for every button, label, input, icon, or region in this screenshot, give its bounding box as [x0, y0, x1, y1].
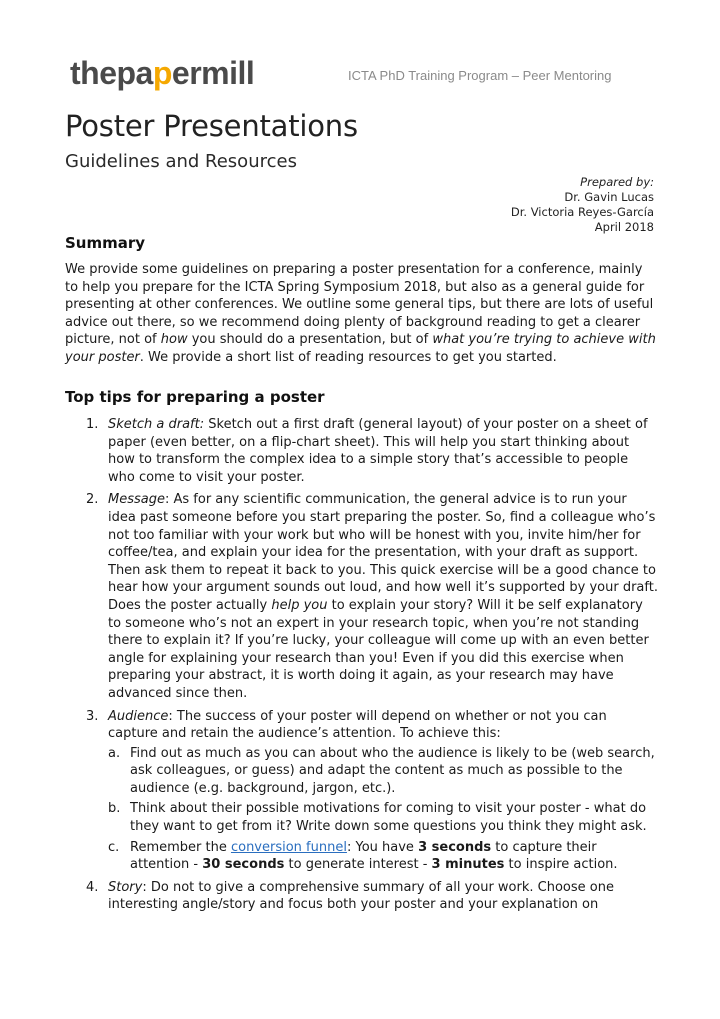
item-label: Sketch a draft: — [108, 417, 205, 432]
prepared-by-block — [511, 175, 654, 235]
item-label: Story — [108, 879, 143, 895]
item-number: 1. — [86, 417, 99, 432]
page-title: Poster Presentations — [65, 109, 358, 143]
tips-heading: Top tips for preparing a poster — [65, 388, 325, 406]
sub-list-item: a. Find out as much as you can about who the audience is likely to be (web search, ask colleagues, or guess) and adapt the content as much as possible to the audience (e.g. background, jargon, etc.). — [108, 745, 655, 796]
list-item: 2. Message: As for any scientific communication, the general advice is to run your idea past someone before you start preparing the poster. So, find a colleague who’s not too familiar with your work but who will be honest with you, invite him/her for coffee/tea, and explain your idea for the presentation, with your draft as support. Then ask them to repeat it back to you. This quick exercise will be a good chance to hear how your argument sounds out loud, and how well it’s supported by your draft. Does the poster actually help you to explain your story? Will it be self explanatory to someone who’s not an expert in your research topic, when you’re not standing there to explain it? If you’re lucky, your colleague will come up with an even better angle for explaining your research than you! Even if you did this exercise when preparing your abstract, it is worth doing it again, as your research may have advanced since then. — [86, 492, 658, 701]
item-label: Message — [108, 492, 165, 508]
author-1: Dr. Gavin Lucas — [564, 190, 654, 204]
document-date: April 2018 — [594, 220, 654, 234]
item-number: 3. — [86, 708, 99, 724]
item-label: Audience — [108, 708, 169, 724]
summary-heading: Summary — [65, 234, 146, 252]
item-number: 4. — [86, 879, 99, 895]
item-number: 2. — [86, 492, 99, 508]
summary-paragraph: We provide some guidelines on preparing a poster presentation for a conference, mainly to help you prepare for the ICTA Spring Symposium 2018, but also as a general guide for presenting at other conferences. We outline some general tips, but there are lots of useful advice out there, so we recommend doing plenty of background reading to get a clearer picture, not of how you should do a presentation, but of what you’re trying to achieve with your poster. We provide a short list of reading resources to get you started. — [65, 262, 656, 365]
sub-list-item: c. Remember the conversion funnel: You have 3 seconds to capture their attention - 30 seconds to generate interest - 3 minutes to inspire action. — [108, 839, 618, 873]
author-2: Dr. Victoria Reyes-García — [510, 205, 654, 219]
sub-list-item: b. Think about their possible motivations for coming to visit your poster - what do they want to get from it? Write down some questions you think they might ask. — [108, 801, 647, 835]
list-item: 3. Audience: The success of your poster will depend on whether or not you can capture and retain the audience’s attention. To achieve this: a. Find out as much as you can about who the audience is likely to be (web search, ask colleagues, or guess) and adapt the content as much as possible to the audience (e.g. background, jargon, etc.). b. Think about their possible motivations for coming to visit your poster - what do they want to get from it? Write down some questions you think they might ask. c. Remember the conversion funnel: You have 3 seconds to capture their attention - 30 seconds to generate interest - 3 minutes to inspire action. — [86, 708, 658, 874]
program-header: ICTA PhD Training Program – Peer Mentoring — [348, 68, 612, 83]
page-subtitle: Guidelines and Resources — [65, 151, 297, 172]
list-item: 1. Sketch a draft: Sketch out a first draft (general layout) of your poster on a sheet of paper (even better, on a flip-chart sheet). This will help you start thinking about how to transform the complex idea to a simple story that’s accessible to people who come to visit your poster. — [86, 417, 648, 485]
list-item: 4. Story: Do not to give a comprehensive summary of all your work. Choose one interesting angle/story and focus both your poster and your explanation on — [86, 879, 614, 913]
conversion-funnel-link[interactable]: conversion funnel — [230, 839, 347, 855]
tips-list — [86, 416, 658, 919]
prepared-by-label: Prepared by: — [580, 175, 654, 189]
thepapermill-logo: thepapermill — [70, 55, 255, 91]
